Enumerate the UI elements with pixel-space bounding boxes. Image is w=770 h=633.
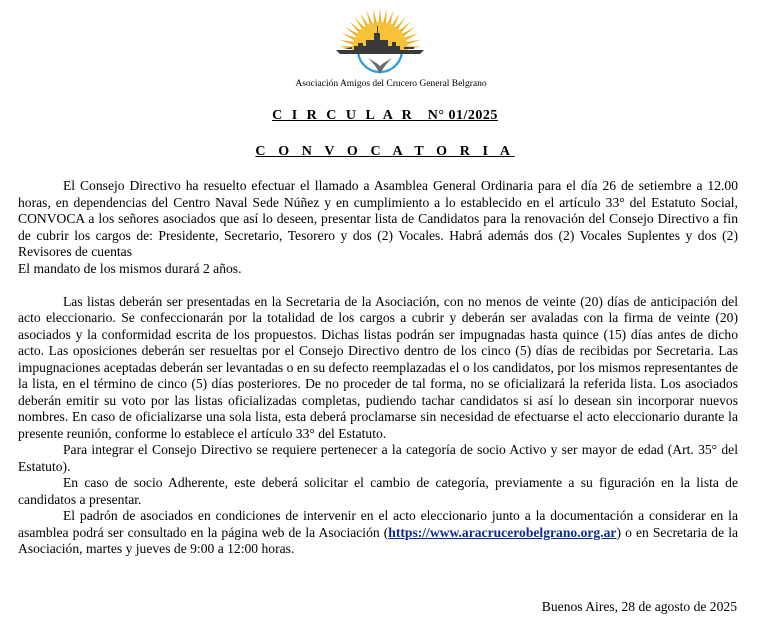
convocatoria-title: C O N V O C A T O R I A [255, 144, 515, 159]
circular-number: N° 01/2025 [427, 108, 498, 123]
paragraph-lists-rules: Las listas deberán ser presentadas en la Secretaria de la Asociación, con no menos de veinte (20) días de anticipación del acto eleccionario. Se confeccionarán por la totalidad de los cargos a cubrir y deberán ser avaladas con la firma de veinte (20) asociados y la conformidad escrita de los propuestos. Dichas listas podrán ser impugnadas hasta quince (15) días antes de dicho acto. Las oposiciones deberán ser resueltas por el Consejo Directivo dentro de los cinco (5) días de recibidas por Secretaria. Las impugnaciones aceptadas deberán ser levantadas o en su defecto reemplazadas el o los candidatos, por los mismos representantes de la lista, en el término de cinco (5) días posteriores. De no proceder de tal forma, no se oficializará la referida lista. Los asociados deberán emitir su voto por las listas oficializadas completas, pudiendo tachar candidatos si así lo desean sin incorporar nuevos nombres. En caso de oficializarse una sola lista, esta deberá proclamarse sin necesidad de efectuarse el acto eleccionario durante la presente reunión, conforme lo establece el artículo 33° del Estatuto. [18, 293, 738, 441]
voter-roll-text-pre: El padrón de asociados en condiciones de intervenir en el acto eleccionario junto a la documentación a considerar en la asamblea podrá ser consultado en la página web de la Asociación ( [18, 508, 738, 540]
voter-roll-text-post: ) o en Secretaria de la Asociación, martes y jueves de 9:00 a 12:00 horas. [18, 524, 738, 556]
sun-ship-emblem-icon [330, 6, 430, 82]
sun-ray [378, 8, 381, 24]
paragraph-assembly-call: El Consejo Directivo ha resuelto efectuar el llamado a Asamblea General Ordinaria para el día 26 de setiembre a 12.00 horas, en dependencias del Centro Naval Sede Núñez y en cumplimiento a lo establecido en el artículo 33° del Estatuto Social, CONVOCA a los señores asociados que así lo deseen, presentar lista de Candidatos para la renovación del Consejo Directivo a fin de cubrir los cargos de: Presidente, Secretario, Tesorero y dos (2) Vocales. Habrá además dos (2) Vocales Suplentes y dos (2) Revisores de cuentas [18, 178, 738, 259]
association-website-link[interactable]: https://www.aracrucerobelgrano.org.ar [388, 524, 617, 540]
association-logo [330, 6, 430, 82]
paragraph-requirements: Para integrar el Consejo Directivo se requiere pertenecer a la categoría de socio Activo y ser mayor de edad (Art. 35° del Estatuto). [18, 442, 738, 474]
circular-title [0, 108, 770, 124]
paragraph-adherent: En caso de socio Adherente, este deberá solicitar el cambio de categoría, previamente a su figuración en la lista de candidatos a presentar. [18, 475, 738, 507]
date-line: Buenos Aires, 28 de agosto de 2025 [541, 599, 737, 614]
circular-body [18, 178, 738, 558]
paragraph-voter-roll [18, 508, 738, 558]
circular-label: C I R C U L A R [272, 108, 415, 123]
organization-name: Asociación Amigos del Crucero General Belgrano [295, 79, 487, 89]
paragraph-mandate: El mandato de los mismos durará 2 años. [18, 260, 242, 276]
